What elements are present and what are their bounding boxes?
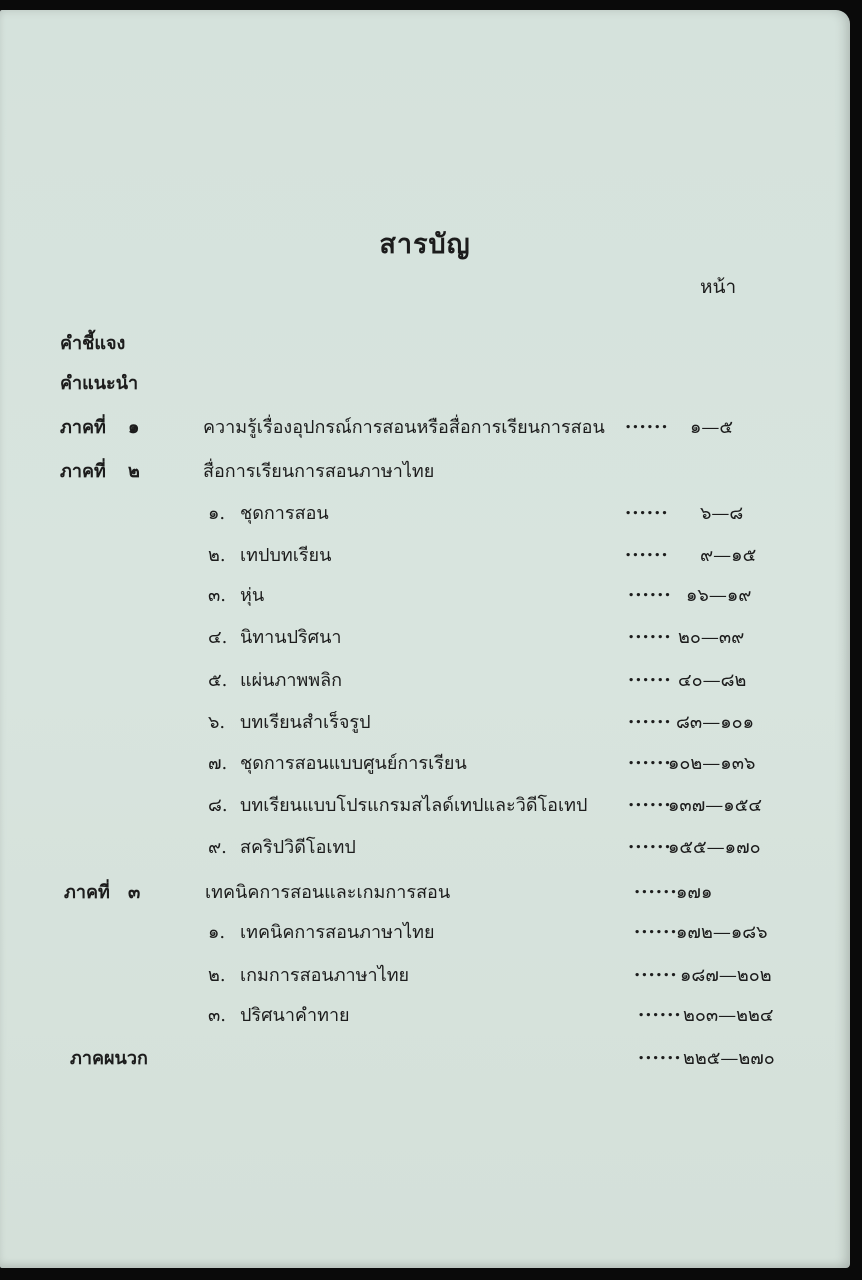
leader-dots: ......	[625, 498, 669, 519]
leader-dots: ......	[634, 917, 678, 938]
page-range: ๑๐๒—๑๓๖	[668, 753, 756, 774]
leader-dots: ......	[638, 1000, 682, 1021]
part-number: ๑	[128, 417, 140, 438]
part-title: เทคนิคการสอนและเกมการสอน	[205, 882, 451, 903]
leader-dots: ......	[625, 412, 669, 433]
page-range: ๖—๘	[700, 503, 744, 524]
page-range: ๑—๕	[690, 417, 734, 438]
page-range: ๒๐—๓๙	[678, 627, 745, 648]
item-number: ๖.	[208, 712, 226, 733]
item-title: แผ่นภาพพลิก	[240, 670, 343, 691]
page-range: ๑๖—๑๙	[686, 585, 752, 606]
leader-dots: ......	[628, 707, 672, 728]
leader-dots: ......	[638, 1043, 682, 1064]
page-range: ๑๗๒—๑๘๖	[676, 922, 768, 943]
item-number: ๒.	[208, 965, 226, 986]
item-title: ปริศนาคำทาย	[240, 1005, 350, 1026]
front-item-advice: คำแนะนำ	[60, 373, 139, 394]
item-number: ๒.	[208, 545, 226, 566]
page-title: สารบัญ	[379, 229, 471, 260]
item-number: ๓.	[208, 585, 227, 606]
part-title: สื่อการเรียนการสอนภาษาไทย	[203, 461, 435, 482]
page-range: ๑๕๕—๑๗๐	[668, 837, 761, 858]
page-column-header: หน้า	[700, 276, 737, 298]
item-number: ๙.	[208, 837, 227, 858]
leader-dots: ......	[628, 790, 672, 811]
item-title: สคริปวิดีโอเทป	[240, 837, 356, 858]
part-label: ภาคที่	[64, 882, 110, 903]
item-number: ๗.	[208, 753, 228, 774]
part-label: ภาคที่	[60, 461, 106, 482]
leader-dots: ......	[628, 748, 672, 769]
leader-dots: ......	[628, 665, 672, 686]
item-title: บทเรียนสำเร็จรูป	[240, 712, 371, 733]
page-range: ๑๓๗—๑๕๔	[668, 795, 762, 816]
document-page	[0, 10, 850, 1268]
front-item-clarification: คำชี้แจง	[60, 333, 126, 354]
item-title: ชุดการสอนแบบศูนย์การเรียน	[240, 753, 467, 774]
item-number: ๘.	[208, 795, 228, 816]
leader-dots: ......	[634, 877, 678, 898]
appendix-label: ภาคผนวก	[70, 1048, 148, 1069]
item-title: หุ่น	[240, 585, 265, 606]
part-number: ๓	[128, 882, 141, 903]
leader-dots: ......	[628, 580, 672, 601]
page-range: ๘๓—๑๐๑	[676, 712, 755, 733]
page-range: ๒๒๕—๒๗๐	[683, 1048, 775, 1069]
item-title: เทปบทเรียน	[240, 545, 332, 566]
item-title: บทเรียนแบบโปรแกรมสไลด์เทปและวิดีโอเทป	[240, 795, 588, 816]
leader-dots: ......	[625, 540, 669, 561]
page-range: ๒๐๓—๒๒๔	[683, 1005, 774, 1026]
item-title: นิทานปริศนา	[240, 627, 342, 648]
item-number: ๕.	[208, 670, 228, 691]
item-title: ชุดการสอน	[240, 503, 329, 524]
leader-dots: ......	[634, 960, 678, 981]
page-range: ๙—๑๕	[700, 545, 757, 566]
item-number: ๑.	[208, 503, 226, 524]
item-title: เกมการสอนภาษาไทย	[240, 965, 410, 986]
page-range: ๑๘๗—๒๐๒	[680, 965, 772, 986]
item-number: ๑.	[208, 922, 226, 943]
page-range: ๔๐—๘๒	[678, 670, 747, 691]
leader-dots: ......	[628, 622, 672, 643]
item-title: เทคนิคการสอนภาษาไทย	[240, 922, 435, 943]
part-title: ความรู้เรื่องอุปกรณ์การสอนหรือสื่อการเรียนการสอน	[203, 417, 605, 438]
item-number: ๔.	[208, 627, 228, 648]
part-label: ภาคที่	[60, 417, 106, 438]
item-number: ๓.	[208, 1005, 227, 1026]
page-range: ๑๗๑	[676, 882, 713, 903]
leader-dots: ......	[628, 832, 672, 853]
part-number: ๒	[128, 461, 140, 482]
